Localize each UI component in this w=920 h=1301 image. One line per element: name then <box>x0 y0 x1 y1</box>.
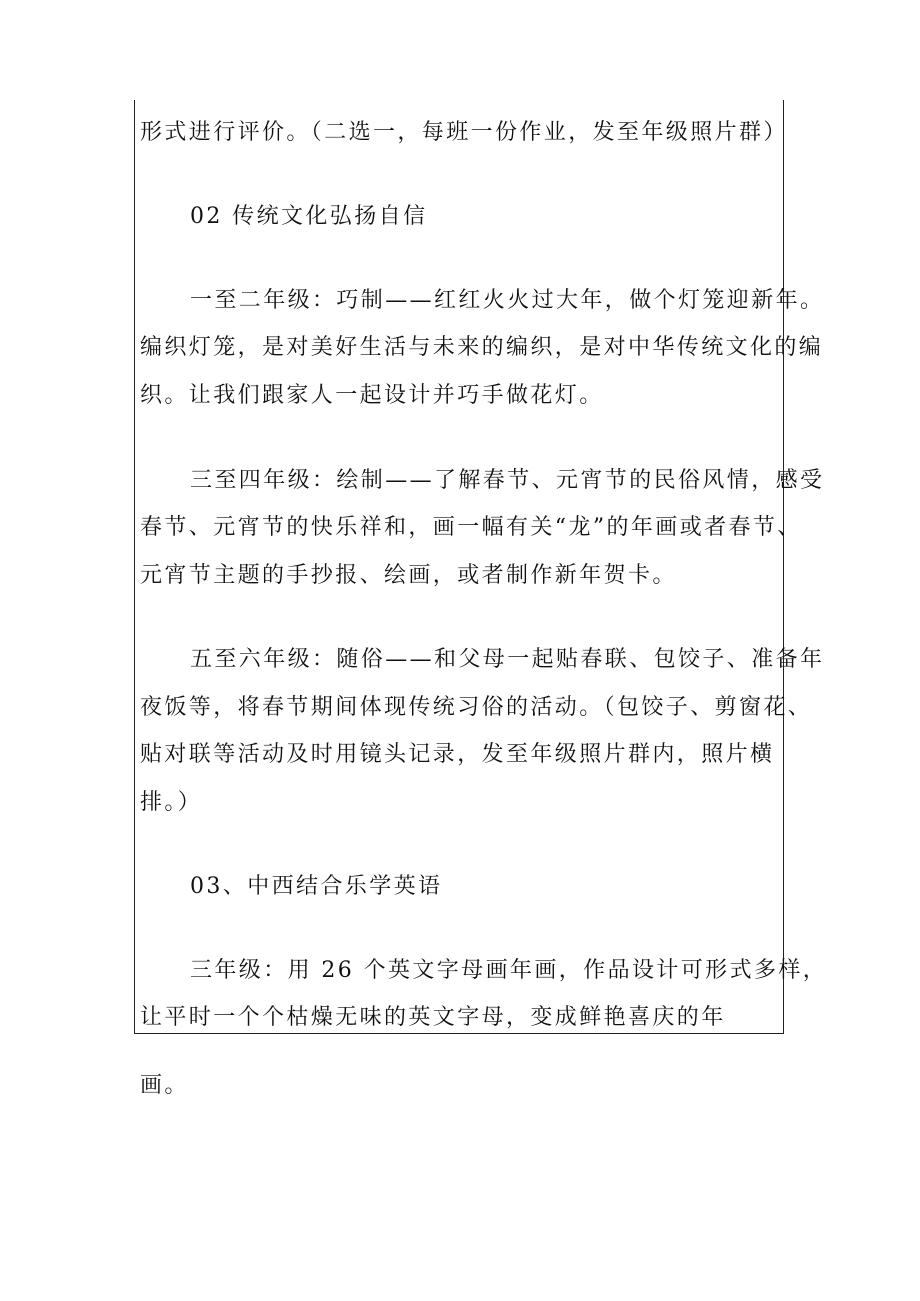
section-heading-02: 02 传统文化弘扬自信 <box>190 204 428 229</box>
trailing-text: 画。 <box>140 1073 189 1098</box>
paragraph-line: 形式进行评价。（二选一，每班一份作业，发至年级照片群） <box>140 120 788 145</box>
paragraph-line: 编织灯笼，是对美好生活与未来的编织，是对中华传统文化的编 <box>140 335 824 360</box>
section-heading-03: 03、中西结合乐学英语 <box>190 874 443 899</box>
paragraph-line: 五至六年级：随俗——和父母一起贴春联、包饺子、准备年 <box>190 647 825 672</box>
paragraph-line: 排。） <box>140 790 203 815</box>
paragraph-line: 三至四年级：绘制——了解春节、元宵节的民俗风情，感受 <box>190 468 825 493</box>
paragraph-line: 一至二年级：巧制——红红火火过大年，做个灯笼迎新年。 <box>190 288 825 313</box>
paragraph-line: 织。让我们跟家人一起设计并巧手做花灯。 <box>140 383 604 408</box>
paragraph-line: 夜饭等，将春节期间体现传统习俗的活动。（包饺子、剪窗花、 <box>140 695 813 720</box>
paragraph-line: 元宵节主题的手抄报、绘画，或者制作新年贺卡。 <box>140 563 677 588</box>
paragraph-line: 春节、元宵节的快乐祥和，画一幅有关“龙”的年画或者春节、 <box>140 515 802 540</box>
paragraph-line: 让平时一个个枯燥无味的英文字母，变成鲜艳喜庆的年 <box>140 1005 726 1030</box>
paragraph-line: 贴对联等活动及时用镜头记录，发至年级照片群内，照片横 <box>140 742 775 767</box>
paragraph-line: 三年级：用 26 个英文字母画年画，作品设计可形式多样， <box>190 958 828 983</box>
